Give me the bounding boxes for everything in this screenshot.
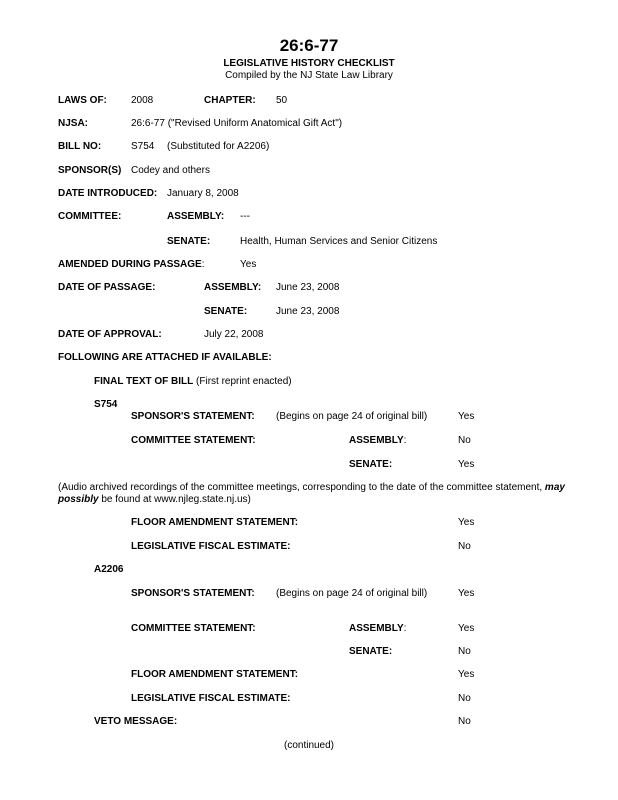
a2206-sponsor-label: SPONSOR'S STATEMENT: bbox=[131, 588, 255, 599]
s754-fiscal-value: No bbox=[458, 541, 471, 552]
s754-sponsor-label: SPONSOR'S STATEMENT: bbox=[131, 411, 255, 422]
audio-note-emphasis: may possibly bbox=[58, 482, 565, 505]
amended-label-group bbox=[58, 259, 205, 270]
a2206-floor-label: FLOOR AMENDMENT STATEMENT: bbox=[131, 669, 299, 680]
page-subtitle: LEGISLATIVE HISTORY CHECKLIST bbox=[223, 58, 395, 69]
a2206-assembly-label: ASSEMBLY bbox=[349, 623, 404, 634]
laws-of-value: 2008 bbox=[131, 95, 154, 106]
bill-no-label: BILL NO: bbox=[58, 141, 102, 152]
a2206-assembly-label-group bbox=[349, 623, 406, 634]
passage-label: DATE OF PASSAGE: bbox=[58, 282, 156, 293]
sponsors-value: Codey and others bbox=[131, 165, 210, 176]
a2206-committee-label: COMMITTEE STATEMENT: bbox=[131, 623, 256, 634]
s754-assembly-label: ASSEMBLY bbox=[349, 435, 404, 446]
committee-label: COMMITTEE: bbox=[58, 211, 122, 222]
passage-assembly-label: ASSEMBLY: bbox=[204, 282, 262, 293]
continued-footer: (continued) bbox=[283, 740, 335, 751]
a2206-senate-value: No bbox=[458, 646, 471, 657]
date-introduced-value: January 8, 2008 bbox=[167, 188, 239, 199]
a2206-sponsor-value: Yes bbox=[458, 588, 475, 599]
bill-no-note: (Substituted for A2206) bbox=[167, 141, 270, 152]
a2206-fiscal-value: No bbox=[458, 693, 471, 704]
passage-senate-label: SENATE: bbox=[204, 306, 248, 317]
a2206-sponsor-note: (Begins on page 24 of original bill) bbox=[276, 588, 428, 599]
page-title: 26:6-77 bbox=[279, 36, 339, 55]
compiled-by: Compiled by the NJ State Law Library bbox=[225, 70, 393, 81]
s754-floor-value: Yes bbox=[458, 517, 475, 528]
committee-assembly-value: --- bbox=[240, 211, 250, 222]
final-text-note: (First reprint enacted) bbox=[193, 376, 292, 387]
s754-assembly-value: No bbox=[458, 435, 471, 446]
chapter-label: CHAPTER: bbox=[204, 95, 256, 106]
a2206-senate-label: SENATE: bbox=[349, 646, 393, 657]
s754-senate-label: SENATE: bbox=[349, 459, 393, 470]
njsa-value: 26:6-77 ("Revised Uniform Anatomical Gift Act") bbox=[131, 118, 343, 129]
a2206-floor-value: Yes bbox=[458, 669, 475, 680]
a2206-heading: A2206 bbox=[94, 564, 124, 575]
chapter-value: 50 bbox=[276, 95, 288, 106]
s754-committee-label: COMMITTEE STATEMENT: bbox=[131, 435, 256, 446]
bill-no-value: S754 bbox=[131, 141, 155, 152]
a2206-assembly-value: Yes bbox=[458, 623, 475, 634]
a2206-assembly-colon: : bbox=[403, 623, 407, 634]
s754-senate-value: Yes bbox=[458, 459, 475, 470]
njsa-label: NJSA: bbox=[58, 118, 89, 129]
amended-value: Yes bbox=[240, 259, 257, 270]
s754-fiscal-label: LEGISLATIVE FISCAL ESTIMATE: bbox=[131, 541, 291, 552]
s754-heading: S754 bbox=[94, 399, 118, 410]
s754-floor-label: FLOOR AMENDMENT STATEMENT: bbox=[131, 517, 299, 528]
audio-note bbox=[58, 482, 603, 506]
date-introduced-label: DATE INTRODUCED: bbox=[58, 188, 158, 199]
a2206-fiscal-label: LEGISLATIVE FISCAL ESTIMATE: bbox=[131, 693, 291, 704]
amended-label: AMENDED DURING PASSAGE bbox=[58, 259, 202, 270]
audio-note-prefix: (Audio archived recordings of the committee meetings, corresponding to the date of the committee statement, bbox=[58, 482, 545, 493]
approval-value: July 22, 2008 bbox=[204, 329, 264, 340]
final-text-row bbox=[94, 376, 292, 387]
committee-senate-value: Health, Human Services and Senior Citizens bbox=[240, 236, 438, 247]
s754-assembly-label-group bbox=[349, 435, 406, 446]
final-text-label: FINAL TEXT OF BILL bbox=[94, 376, 194, 387]
amended-colon: : bbox=[201, 259, 205, 270]
committee-assembly-label: ASSEMBLY: bbox=[167, 211, 225, 222]
committee-senate-label: SENATE: bbox=[167, 236, 211, 247]
sponsors-label: SPONSOR(S) bbox=[58, 165, 122, 176]
attached-heading: FOLLOWING ARE ATTACHED IF AVAILABLE: bbox=[58, 352, 272, 363]
veto-label: VETO MESSAGE: bbox=[94, 716, 178, 727]
laws-of-label: LAWS OF: bbox=[58, 95, 107, 106]
approval-label: DATE OF APPROVAL: bbox=[58, 329, 162, 340]
audio-note-suffix: be found at www.njleg.state.nj.us) bbox=[98, 494, 251, 505]
s754-sponsor-note: (Begins on page 24 of original bill) bbox=[276, 411, 428, 422]
veto-value: No bbox=[458, 716, 471, 727]
s754-assembly-colon: : bbox=[403, 435, 407, 446]
s754-sponsor-value: Yes bbox=[458, 411, 475, 422]
passage-assembly-value: June 23, 2008 bbox=[276, 282, 340, 293]
passage-senate-value: June 23, 2008 bbox=[276, 306, 340, 317]
